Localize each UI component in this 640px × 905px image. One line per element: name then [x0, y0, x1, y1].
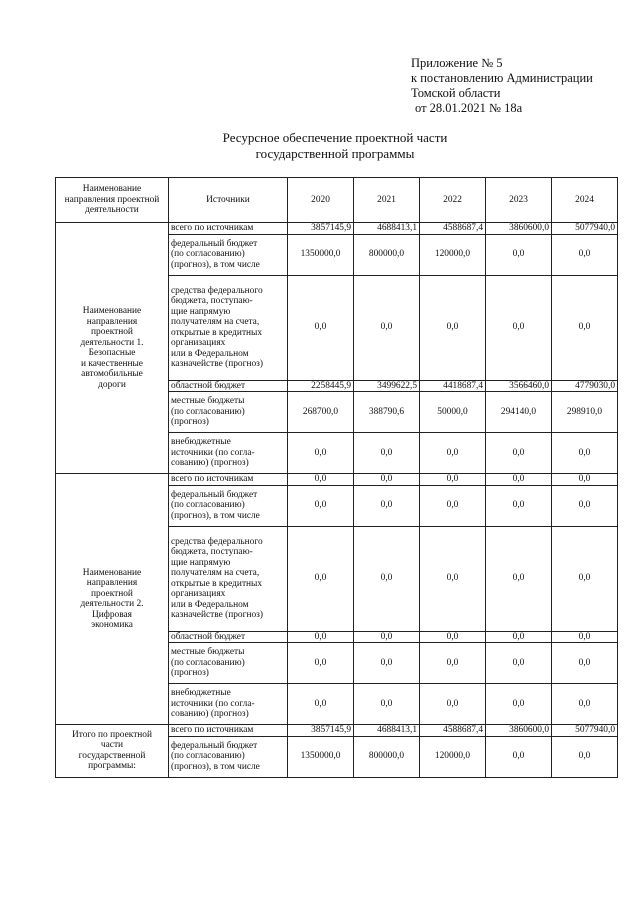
value-cell: 4688413,1 [354, 725, 420, 737]
value-cell: 0,0 [354, 275, 420, 380]
header-sources: Источники [169, 178, 288, 223]
value-cell: 5077940,0 [552, 725, 618, 737]
value-cell: 0,0 [288, 631, 354, 643]
value-cell: 1350000,0 [288, 234, 354, 275]
value-cell: 0,0 [288, 433, 354, 474]
source-label: средства федерального бюджета, поступаю- щие напрямую получателям на счета, открытые в кредитных организациях или в Федеральном казначействе (прогноз) [169, 526, 288, 631]
source-label: всего по источникам [169, 474, 288, 486]
source-label: федеральный бюджет (по согласованию) (прогноз), в том числе [169, 234, 288, 275]
header-year: 2020 [288, 178, 354, 223]
header-year: 2022 [420, 178, 486, 223]
header-year: 2024 [552, 178, 618, 223]
source-label: областной бюджет [169, 380, 288, 392]
value-cell: 120000,0 [420, 234, 486, 275]
value-cell: 0,0 [288, 643, 354, 684]
value-cell: 0,0 [354, 526, 420, 631]
value-cell: 0,0 [552, 526, 618, 631]
table-header-row [56, 178, 618, 223]
source-label: федеральный бюджет (по согласованию) (прогноз), в том числе [169, 485, 288, 526]
value-cell: 268700,0 [288, 392, 354, 433]
value-cell: 0,0 [486, 526, 552, 631]
table-row [56, 223, 618, 235]
source-label: местные бюджеты (по согласованию) (прогноз) [169, 643, 288, 684]
annex-region: Томской области [411, 86, 501, 100]
direction-name: Наименование направления проектной деятельности 2. Цифровая экономика [56, 474, 169, 725]
source-label: внебюджетные источники (по согла- сованию) (прогноз) [169, 433, 288, 474]
value-cell: 0,0 [288, 684, 354, 725]
annex-date: от 28.01.2021 № 18а [415, 101, 523, 115]
value-cell: 4779030,0 [552, 380, 618, 392]
value-cell: 0,0 [354, 474, 420, 486]
value-cell: 0,0 [420, 485, 486, 526]
value-cell: 4588687,4 [420, 223, 486, 235]
value-cell: 3860600,0 [486, 725, 552, 737]
value-cell: 0,0 [354, 433, 420, 474]
value-cell: 0,0 [486, 433, 552, 474]
source-label: всего по источникам [169, 725, 288, 737]
value-cell: 0,0 [552, 631, 618, 643]
value-cell: 0,0 [552, 736, 618, 777]
header-year: 2021 [354, 178, 420, 223]
value-cell: 0,0 [420, 631, 486, 643]
table-row [56, 474, 618, 486]
value-cell: 0,0 [354, 684, 420, 725]
value-cell: 388790,6 [354, 392, 420, 433]
value-cell: 0,0 [486, 736, 552, 777]
title-line-2: государственной программы [255, 146, 415, 161]
value-cell: 0,0 [288, 485, 354, 526]
header-direction: Наименование направления проектной деятельности [56, 178, 169, 223]
value-cell: 294140,0 [486, 392, 552, 433]
value-cell: 0,0 [288, 275, 354, 380]
annex-number: Приложение № 5 [411, 56, 503, 70]
value-cell: 0,0 [420, 474, 486, 486]
value-cell: 5077940,0 [552, 223, 618, 235]
value-cell: 4588687,4 [420, 725, 486, 737]
value-cell: 0,0 [552, 474, 618, 486]
value-cell: 2258445,9 [288, 380, 354, 392]
source-label: внебюджетные источники (по согла- сованию) (прогноз) [169, 684, 288, 725]
value-cell: 1350000,0 [288, 736, 354, 777]
resource-table [55, 177, 618, 778]
value-cell: 0,0 [552, 485, 618, 526]
value-cell: 0,0 [552, 643, 618, 684]
document-title [170, 130, 500, 162]
value-cell: 0,0 [486, 643, 552, 684]
annex-resolution: к постановлению Администрации [411, 71, 593, 85]
value-cell: 0,0 [288, 526, 354, 631]
direction-name: Итого по проектной части государственной программы: [56, 725, 169, 778]
title-line-1: Ресурсное обеспечение проектной части [222, 130, 448, 145]
value-cell: 800000,0 [354, 234, 420, 275]
value-cell: 0,0 [486, 234, 552, 275]
value-cell: 120000,0 [420, 736, 486, 777]
value-cell: 0,0 [288, 474, 354, 486]
value-cell: 0,0 [354, 643, 420, 684]
value-cell: 298910,0 [552, 392, 618, 433]
value-cell: 4688413,1 [354, 223, 420, 235]
value-cell: 4418687,4 [420, 380, 486, 392]
value-cell: 800000,0 [354, 736, 420, 777]
value-cell: 0,0 [420, 684, 486, 725]
direction-name: Наименование направления проектной деятельности 1. Безопасные и качественные автомобильные дороги [56, 223, 169, 474]
value-cell: 3857145,9 [288, 223, 354, 235]
value-cell: 0,0 [486, 684, 552, 725]
value-cell: 0,0 [354, 485, 420, 526]
value-cell: 0,0 [420, 275, 486, 380]
value-cell: 3857145,9 [288, 725, 354, 737]
value-cell: 0,0 [354, 631, 420, 643]
value-cell: 0,0 [420, 643, 486, 684]
value-cell: 0,0 [552, 433, 618, 474]
source-label: областной бюджет [169, 631, 288, 643]
value-cell: 3860600,0 [486, 223, 552, 235]
value-cell: 3566460,0 [486, 380, 552, 392]
value-cell: 50000,0 [420, 392, 486, 433]
source-label: местные бюджеты (по согласованию) (прогноз) [169, 392, 288, 433]
value-cell: 0,0 [552, 684, 618, 725]
source-label: средства федерального бюджета, поступаю- щие напрямую получателям на счета, открытые в кредитных организациях или в Федеральном казначействе (прогноз) [169, 275, 288, 380]
value-cell: 0,0 [420, 433, 486, 474]
value-cell: 0,0 [486, 275, 552, 380]
value-cell: 0,0 [486, 631, 552, 643]
value-cell: 0,0 [486, 474, 552, 486]
annex-header [411, 56, 593, 116]
header-year: 2023 [486, 178, 552, 223]
table-row [56, 725, 618, 737]
value-cell: 0,0 [552, 275, 618, 380]
table-body [56, 223, 618, 778]
source-label: федеральный бюджет (по согласованию) (прогноз), в том числе [169, 736, 288, 777]
value-cell: 0,0 [420, 526, 486, 631]
value-cell: 3499622,5 [354, 380, 420, 392]
source-label: всего по источникам [169, 223, 288, 235]
value-cell: 0,0 [486, 485, 552, 526]
value-cell: 0,0 [552, 234, 618, 275]
